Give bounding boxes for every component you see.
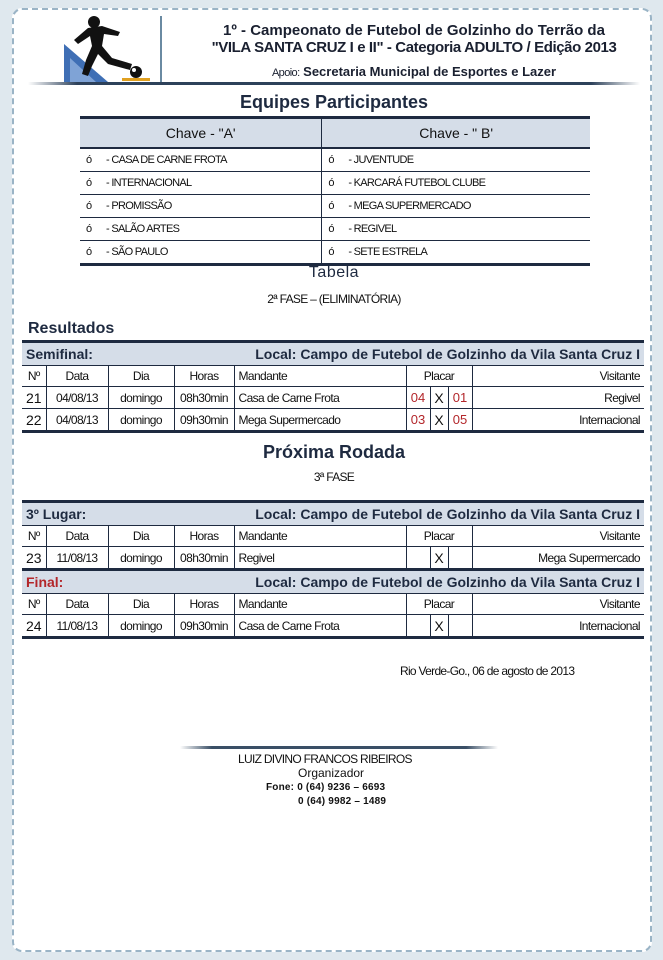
bullet-icon: ó	[86, 200, 93, 212]
team-name: - JUVENTUDE	[348, 154, 414, 166]
team-cell	[80, 241, 322, 265]
support-text: Secretaria Municipal de Esportes e Lazer	[303, 64, 557, 79]
document-page	[12, 8, 652, 952]
teams-table	[80, 116, 590, 266]
team-cell	[322, 172, 590, 195]
phone-1: Fone: 0 (64) 9236 – 6693	[266, 782, 386, 793]
semifinal-venue: Local: Campo de Futebol de Golzinho da Vila Santa Cruz I	[234, 342, 644, 366]
bullet-icon: ó	[86, 246, 93, 258]
match-away: Mega Supermercado	[472, 547, 644, 570]
col-home: Mandante	[234, 526, 406, 547]
bullet-icon: ó	[86, 223, 93, 235]
phase2-label: 2ª FASE – (ELIMINATÓRIA)	[267, 292, 401, 306]
col-no: Nº	[22, 526, 46, 547]
match-away: Internacional	[472, 409, 644, 432]
phase3-label: 3ª FASE	[313, 470, 355, 484]
bullet-icon: ó	[328, 200, 335, 212]
home-score: 03	[406, 409, 430, 432]
home-score: 04	[406, 387, 430, 409]
group-b-header: Chave - " B'	[322, 118, 590, 149]
team-name: - CASA DE CARNE FROTA	[106, 154, 227, 166]
away-score: 05	[448, 409, 472, 432]
away-score	[448, 547, 472, 570]
match-away: Regivel	[472, 387, 644, 409]
col-score: Placar	[406, 366, 472, 387]
column-header-row	[22, 594, 644, 615]
semifinal-table	[22, 340, 644, 433]
team-name: - KARCARÁ FUTEBOL CLUBE	[348, 177, 486, 189]
title-line-1: 1º - Campeonato de Futebol de Golzinho do Terrão da	[223, 22, 605, 39]
versus-mark: X	[430, 615, 448, 638]
third-place-header-bar	[22, 502, 644, 526]
header-divider	[160, 16, 162, 84]
teams-title: Equipes Participantes	[239, 92, 429, 112]
match-home: Mega Supermercado	[234, 409, 406, 432]
match-day: domingo	[108, 547, 174, 570]
header-rule	[28, 82, 640, 85]
col-date: Data	[46, 366, 108, 387]
third-place-label: 3º Lugar:	[22, 502, 234, 526]
third-place-venue: Local: Campo de Futebol de Golzinho da Vila Santa Cruz I	[234, 502, 644, 526]
semifinal-header-bar	[22, 342, 644, 366]
match-time: 09h30min	[174, 409, 234, 432]
team-cell	[80, 172, 322, 195]
bullet-icon: ó	[328, 154, 335, 166]
col-away: Visitante	[472, 526, 644, 547]
match-date: 11/08/13	[46, 547, 108, 570]
col-score: Placar	[406, 526, 472, 547]
col-score: Placar	[406, 594, 472, 615]
col-time: Horas	[174, 526, 234, 547]
col-no: Nº	[22, 366, 46, 387]
col-home: Mandante	[234, 594, 406, 615]
final-venue: Local: Campo de Futebol de Golzinho da Vila Santa Cruz I	[234, 570, 644, 594]
teams-row	[80, 218, 590, 241]
match-no: 22	[22, 409, 46, 432]
versus-mark: X	[430, 547, 448, 570]
away-score: 01	[448, 387, 472, 409]
column-header-row	[22, 366, 644, 387]
final-header-bar	[22, 570, 644, 594]
match-row	[22, 547, 644, 570]
match-day: domingo	[108, 387, 174, 409]
team-name: - MEGA SUPERMERCADO	[348, 200, 471, 212]
teams-row	[80, 148, 590, 172]
tabela-title: Tabela	[308, 264, 360, 281]
soccer-player-icon	[62, 14, 154, 84]
col-time: Horas	[174, 366, 234, 387]
team-cell	[322, 148, 590, 172]
col-away: Visitante	[472, 594, 644, 615]
team-cell	[322, 218, 590, 241]
team-cell	[80, 148, 322, 172]
signature-line	[180, 746, 498, 749]
match-home: Regivel	[234, 547, 406, 570]
support-label: Apoio:	[271, 67, 300, 79]
match-row	[22, 409, 644, 432]
match-day: domingo	[108, 615, 174, 638]
col-time: Horas	[174, 594, 234, 615]
team-name: - SETE ESTRELA	[348, 246, 428, 258]
match-row	[22, 387, 644, 409]
phone-2: 0 (64) 9982 – 1489	[298, 796, 387, 807]
match-no: 24	[22, 615, 46, 638]
col-no: Nº	[22, 594, 46, 615]
team-name: - INTERNACIONAL	[106, 177, 192, 189]
col-day: Dia	[108, 366, 174, 387]
bullet-icon: ó	[328, 246, 335, 258]
away-score	[448, 615, 472, 638]
match-day: domingo	[108, 409, 174, 432]
match-time: 09h30min	[174, 615, 234, 638]
match-date: 11/08/13	[46, 615, 108, 638]
col-day: Dia	[108, 526, 174, 547]
bullet-icon: ó	[328, 223, 335, 235]
team-name: - PROMISSÃO	[106, 200, 172, 212]
title-line-2: "VILA SANTA CRUZ I e II" - Categoria ADULTO / Edição 2013	[211, 39, 617, 56]
home-score	[406, 547, 430, 570]
versus-mark: X	[430, 409, 448, 432]
home-score	[406, 615, 430, 638]
match-away: Internacional	[472, 615, 644, 638]
col-away: Visitante	[472, 366, 644, 387]
semifinal-label: Semifinal:	[22, 342, 234, 366]
group-a-header: Chave - "A'	[80, 118, 322, 149]
next-round-title: Próxima Rodada	[262, 442, 406, 462]
team-cell	[322, 241, 590, 265]
col-date: Data	[46, 594, 108, 615]
bullet-icon: ó	[328, 177, 335, 189]
team-name: - SALÃO ARTES	[106, 223, 180, 235]
results-title: Resultados	[28, 320, 115, 337]
organizer-role: Organizador	[298, 766, 365, 780]
teams-row	[80, 195, 590, 218]
team-cell	[80, 218, 322, 241]
column-header-row	[22, 526, 644, 547]
team-name: - SÃO PAULO	[106, 246, 168, 258]
place-date: Rio Verde-Go., 06 de agosto de 2013	[400, 664, 575, 678]
col-home: Mandante	[234, 366, 406, 387]
next-round-table	[22, 500, 644, 639]
match-no: 23	[22, 547, 46, 570]
col-day: Dia	[108, 594, 174, 615]
team-cell	[322, 195, 590, 218]
final-label: Final:	[22, 570, 234, 594]
teams-row	[80, 241, 590, 265]
match-date: 04/08/13	[46, 409, 108, 432]
match-home: Casa de Carne Frota	[234, 615, 406, 638]
championship-title	[184, 22, 644, 56]
team-cell	[80, 195, 322, 218]
match-row	[22, 615, 644, 638]
match-time: 08h30min	[174, 387, 234, 409]
support-line	[184, 64, 644, 79]
col-date: Data	[46, 526, 108, 547]
teams-row	[80, 172, 590, 195]
versus-mark: X	[430, 387, 448, 409]
organizer-name: LUIZ DIVINO FRANCOS RIBEIROS	[238, 752, 412, 766]
match-home: Casa de Carne Frota	[234, 387, 406, 409]
bullet-icon: ó	[86, 177, 93, 189]
team-name: - REGIVEL	[348, 223, 397, 235]
match-time: 08h30min	[174, 547, 234, 570]
bullet-icon: ó	[86, 154, 93, 166]
match-date: 04/08/13	[46, 387, 108, 409]
match-no: 21	[22, 387, 46, 409]
